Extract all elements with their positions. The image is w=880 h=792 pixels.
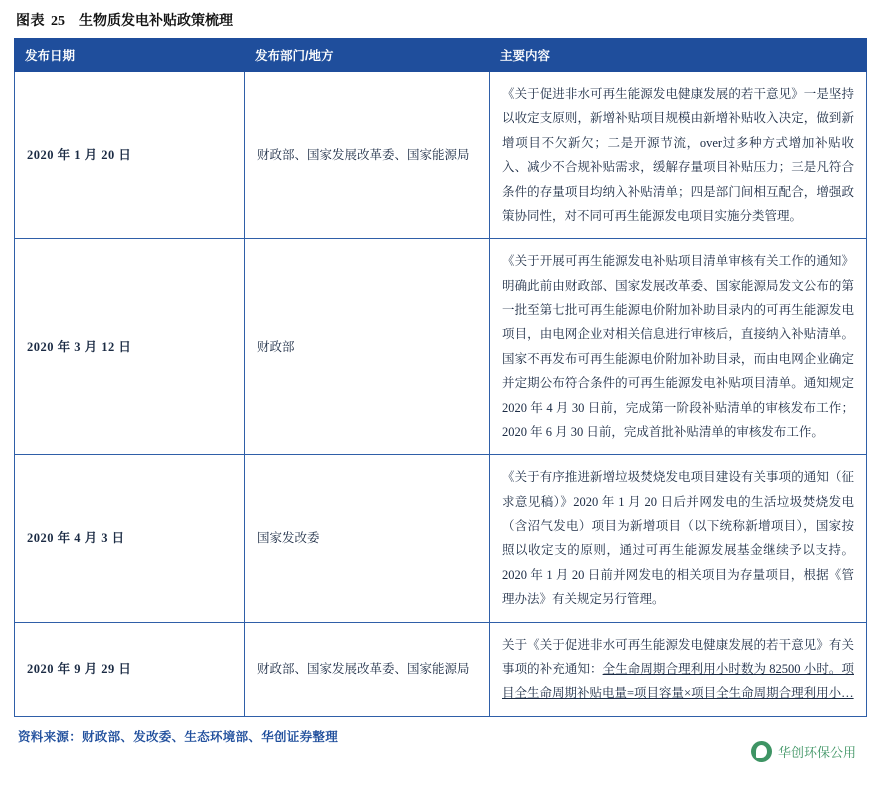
cell-department: 财政部、国家发展改革委、国家能源局	[245, 622, 490, 716]
cell-content: 《关于开展可再生能源发电补贴项目清单审核有关工作的通知》明确此前由财政部、国家发展改革委、国家能源局发文公布的第一批至第七批可再生能源电价附加补助目录内的可再生能源发电项目，由电网企业对相关信息进行审核后，直接纳入补贴清单。国家不再发布可再生能源电价附加补助目录，而由电网企业确定并定期公布符合条件的可再生能源发电补贴项目清单。通知规定 2020 年 4 月 30 日前，完成第一阶段补贴清单的审核发布工作；2020 年 6 月 30 日前，完成首批补贴清单的审核发布工作。	[490, 239, 867, 455]
cell-date: 2020 年 9 月 29 日	[15, 622, 245, 716]
cell-date: 2020 年 1 月 20 日	[15, 72, 245, 239]
source-note: 资料来源：财政部、发改委、生态环境部、华创证券整理	[18, 729, 339, 744]
content-underlined: 全生命周期合理利用小时数为 82500 小时。项目全生命周期补贴电量=项目容量×项目全生命周期合理利用小…	[502, 661, 854, 701]
figure-number: 25	[51, 14, 65, 29]
cell-department: 国家发改委	[245, 455, 490, 622]
figure-title-row	[14, 8, 866, 38]
column-header-date: 发布日期	[15, 39, 245, 72]
table-body	[15, 72, 867, 717]
cell-date: 2020 年 3 月 12 日	[15, 239, 245, 455]
table-header-row	[15, 39, 867, 72]
cell-department: 财政部	[245, 239, 490, 455]
table-row	[15, 72, 867, 239]
cell-content	[490, 622, 867, 716]
column-header-content: 主要内容	[490, 39, 867, 72]
table-row	[15, 622, 867, 716]
column-header-department: 发布部门/地方	[245, 39, 490, 72]
cell-content: 《关于有序推进新增垃圾焚烧发电项目建设有关事项的通知（征求意见稿）》2020 年 1 月 20 日后并网发电的生活垃圾焚烧发电（含沼气发电）项目为新增项目（以下统称新增项目），国家按照以收定支的原则，通过可再生能源发展基金继续予以支持。2020 年 1 月 20 日前并网发电的相关项目为存量项目，根据《管理办法》有关规定另行管理。	[490, 455, 867, 622]
table-row	[15, 239, 867, 455]
figure-title: 生物质发电补贴政策梳理	[79, 14, 233, 29]
cell-department: 财政部、国家发展改革委、国家能源局	[245, 72, 490, 239]
figure-label: 图表	[16, 14, 45, 29]
cell-content: 《关于促进非水可再生能源发电健康发展的若干意见》一是坚持以收定支原则，新增补贴项目规模由新增补贴收入决定，做到新增项目不欠新欠；二是开源节流，over过多种方式增加补贴收入、减少不合规补贴需求，缓解存量项目补贴压力；三是凡符合条件的存量项目均纳入补贴清单；四是部门间相互配合，增强政策协同性，对不同可再生能源发电项目实施分类管理。	[490, 72, 867, 239]
table-header	[15, 39, 867, 72]
watermark-text: 华创环保公用	[777, 745, 856, 760]
cell-date: 2020 年 4 月 3 日	[15, 455, 245, 622]
policy-table	[14, 38, 867, 717]
table-row	[15, 455, 867, 622]
content-prefix: 关于《关于促进非水可再生能源发电健康发展的若干意见》有关事项的补充通知：	[502, 637, 854, 676]
